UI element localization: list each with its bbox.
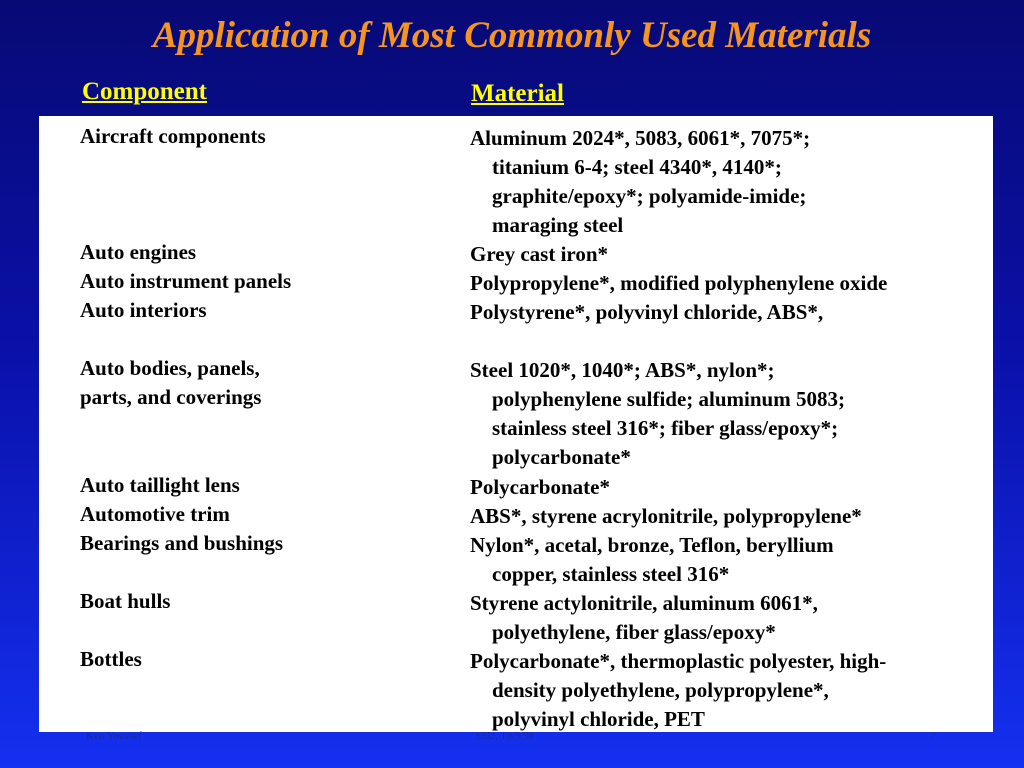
material-cell [470, 298, 823, 327]
component-column-header: Component [82, 78, 208, 105]
component-cell [80, 471, 240, 500]
material-line: density polyethylene, polypropylene*, [492, 678, 829, 702]
component-line: Automotive trim [80, 502, 230, 526]
footer-author: Ken Youssef [86, 730, 142, 742]
component-cell [80, 122, 266, 151]
material-line: copper, stainless steel 316* [492, 562, 730, 586]
material-line: polyvinyl chloride, PET [492, 707, 705, 731]
material-line: stainless steel 316*; fiber glass/epoxy*; [492, 416, 839, 440]
materials-table [39, 116, 993, 732]
material-line: polycarbonate* [492, 445, 631, 469]
component-line: Boat hulls [80, 589, 171, 613]
component-line: Auto taillight lens [80, 473, 240, 497]
material-line: Polycarbonate*, thermoplastic polyester, high- [470, 649, 887, 673]
material-cell [470, 124, 810, 240]
material-cell [470, 647, 886, 734]
material-line: graphite/epoxy*; polyamide-imide; [492, 184, 807, 208]
footer-page-number: 7 [930, 730, 936, 742]
material-line: polyethylene, fiber glass/epoxy* [492, 620, 776, 644]
component-cell [80, 645, 142, 674]
component-line: Bottles [80, 647, 142, 671]
component-cell [80, 587, 170, 616]
material-cell [470, 531, 834, 589]
component-line: parts, and coverings [80, 385, 262, 409]
slide-title: Application of Most Commonly Used Materials [152, 15, 872, 56]
material-line: polyphenylene sulfide; aluminum 5083; [492, 387, 845, 411]
component-line: Bearings and bushings [80, 531, 284, 555]
component-line: Auto engines [80, 240, 197, 264]
material-column-header: Material [471, 80, 565, 107]
material-line: Polycarbonate* [470, 475, 610, 499]
material-cell [470, 240, 608, 269]
material-line: Steel 1020*, 1040*; ABS*, nylon*; [470, 358, 775, 382]
material-cell [470, 502, 862, 531]
material-cell [470, 356, 845, 472]
component-cell [80, 529, 283, 558]
material-line: Nylon*, acetal, bronze, Teflon, beryllium [470, 533, 834, 557]
material-line: titanium 6-4; steel 4340*, 4140*; [492, 155, 782, 179]
material-line: Aluminum 2024*, 5083, 6061*, 7075*; [470, 126, 811, 150]
component-cell [80, 354, 261, 412]
material-line: Grey cast iron* [470, 242, 609, 266]
component-line: Auto bodies, panels, [80, 356, 260, 380]
material-line: ABS*, styrene acrylonitrile, polypropylene* [470, 504, 862, 528]
component-cell [80, 500, 230, 529]
material-cell [470, 589, 818, 647]
material-cell [470, 269, 887, 298]
component-line: Aircraft components [80, 124, 266, 148]
material-line: Polystyrene*, polyvinyl chloride, ABS*, [470, 300, 824, 324]
footer-date: SSU, 10/9/98 [475, 730, 535, 742]
material-line: Polypropylene*, modified polyphenylene oxide [470, 271, 888, 295]
material-line: Styrene actylonitrile, aluminum 6061*, [470, 591, 818, 615]
component-cell [80, 267, 291, 296]
material-cell [470, 473, 610, 502]
component-line: Auto instrument panels [80, 269, 292, 293]
component-line: Auto interiors [80, 298, 207, 322]
component-cell [80, 296, 207, 325]
material-line: maraging steel [492, 213, 624, 237]
component-cell [80, 238, 196, 267]
